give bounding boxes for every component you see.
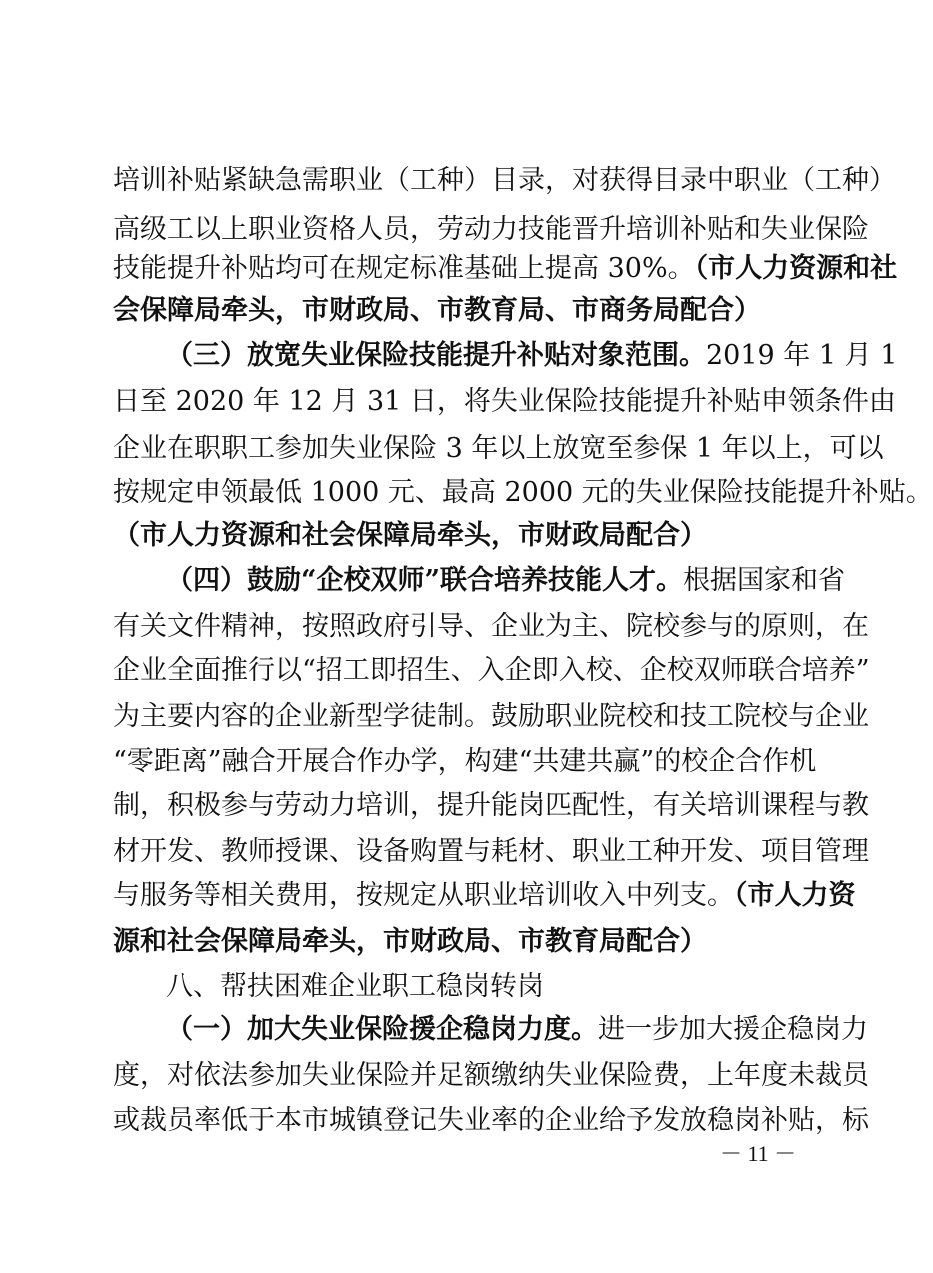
- text-segment-bold: （市人力资: [734, 880, 856, 911]
- text-line: [166, 561, 846, 601]
- chapter-heading: 八、帮扶困难企业职工稳岗转岗: [166, 971, 544, 1002]
- text-segment: 2019 年 1 月 1: [706, 340, 898, 371]
- text-line: [113, 922, 793, 962]
- text-line: [113, 161, 896, 201]
- text-line: [113, 651, 870, 691]
- text-segment: 根据国家和省: [683, 565, 846, 596]
- text-segment-bold: （市人力资源和社: [694, 253, 898, 284]
- text-line: [113, 876, 856, 916]
- text-line: [113, 473, 933, 513]
- text-line: [113, 1056, 869, 1096]
- text-segment: 或裁员率低于本市城镇登记失业率的企业给予发放稳岗补贴，标: [113, 1105, 869, 1136]
- section-heading: （三）放宽失业保险技能提升补贴对象范围。: [166, 340, 706, 371]
- text-segment: 为主要内容的企业新型学徒制。鼓励职业院校和技工院校与企业: [113, 701, 869, 732]
- text-line: [113, 382, 896, 422]
- text-segment: 日至 2020 年 12 月 31 日，将失业保险技能提升补贴申领条件由: [113, 386, 896, 417]
- text-line: [113, 291, 793, 331]
- text-line: [113, 786, 869, 826]
- text-segment: 企业全面推行以“招工即招生、入企即入校、企校双师联合培养”: [113, 655, 870, 686]
- text-segment: 度，对依法参加失业保险并足额缴纳失业保险费，上年度未裁员: [113, 1060, 869, 1091]
- text-segment-bold: 会保障局牵头，市财政局、市教育局、市商务局配合）: [113, 295, 761, 326]
- text-line: [113, 249, 898, 289]
- text-segment-bold: （市人力资源和社会保障局牵头，市财政局配合）: [113, 520, 707, 551]
- text-line: [113, 429, 884, 469]
- text-line: [113, 1101, 869, 1141]
- text-segment: 培训补贴紧缺急需职业（工种）目录，对获得目录中职业（工种）: [113, 165, 896, 196]
- page-number: － 11 －: [720, 1141, 797, 1166]
- text-segment-bold: 源和社会保障局牵头，市财政局、市教育局配合）: [113, 926, 707, 957]
- text-segment: 与服务等相关费用，按规定从职业培训收入中列支。: [113, 880, 734, 911]
- text-segment: 有关文件精神，按照政府引导、企业为主、院校参与的原则，在: [113, 611, 869, 642]
- text-line: [166, 336, 898, 376]
- chapter-heading-line: [166, 967, 793, 1007]
- text-line: [166, 1010, 868, 1050]
- section-heading: （一）加大失业保险援企稳岗力度。: [166, 1014, 598, 1045]
- text-segment: 按规定申领最低 1000 元、最高 2000 元的失业保险技能提升补贴。: [113, 477, 933, 508]
- text-segment: 企业在职职工参加失业保险 3 年以上放宽至参保 1 年以上，可以: [113, 433, 884, 464]
- section-heading: （四）鼓励“企校双师”联合培养技能人才。: [166, 565, 684, 596]
- text-line: [113, 742, 817, 782]
- text-line: [113, 607, 869, 647]
- text-line: [113, 210, 869, 250]
- text-line: [113, 697, 869, 737]
- text-segment: 技能提升补贴均可在规定标准基础上提高 30%。: [113, 253, 695, 284]
- text-line: [113, 832, 869, 872]
- text-segment: “零距离”融合开展合作办学，构建“共建共赢”的校企合作机: [113, 746, 817, 777]
- text-segment: 材开发、教师授课、设备购置与耗材、职业工种开发、项目管理: [113, 836, 869, 867]
- text-line: [113, 516, 793, 556]
- text-segment: 制，积极参与劳动力培训，提升能岗匹配性，有关培训课程与教: [113, 790, 869, 821]
- text-segment: 高级工以上职业资格人员，劳动力技能晋升培训补贴和失业保险: [113, 214, 869, 245]
- text-segment: 进一步加大援企稳岗力: [598, 1014, 868, 1045]
